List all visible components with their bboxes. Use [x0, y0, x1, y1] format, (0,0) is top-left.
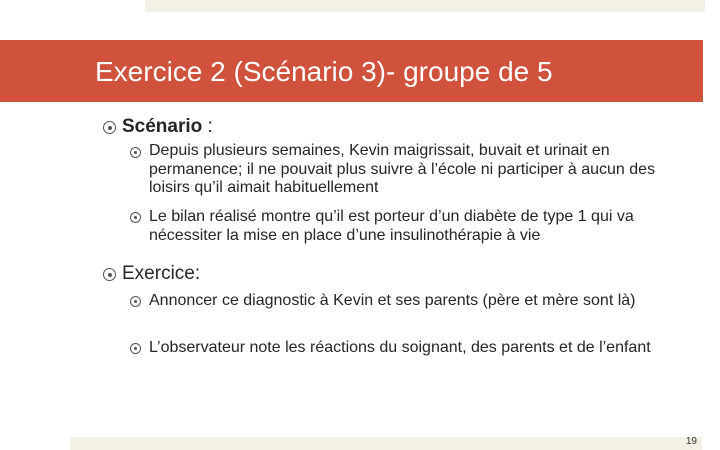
circle-dot-icon	[103, 121, 116, 134]
circle-dot-icon	[130, 343, 141, 354]
top-decorative-strip	[145, 0, 705, 12]
list-item: Depuis plusieurs semaines, Kevin maigrissait, buvait et urinait en permanence; il ne pouvait plus suivre à l’école ni participer à aucun des loisirs qu’il aimait habituellement	[149, 142, 656, 196]
section-heading-label: Exercice:	[122, 263, 201, 284]
circle-dot-icon	[130, 147, 141, 158]
circle-dot-icon	[103, 268, 116, 281]
circle-dot-icon	[130, 212, 141, 223]
bottom-decorative-strip	[70, 437, 702, 450]
list-item: L’observateur note les réactions du soignant, des parents et de l’enfant	[149, 339, 651, 356]
list-item: Annoncer ce diagnostic à Kevin et ses parents (père et mère sont là)	[149, 292, 636, 309]
list-item: Le bilan réalisé montre qu’il est porteur d’un diabète de type 1 qui va nécessiter la mise en place d’une insulinothérapie à vie	[149, 208, 634, 244]
circle-dot-icon	[130, 296, 141, 307]
slide-title: Exercice 2 (Scénario 3)- groupe de 5	[95, 56, 553, 87]
section-heading-scenario	[122, 116, 213, 138]
section-heading-suffix: :	[202, 116, 213, 137]
section-heading-label: Scénario	[122, 116, 203, 137]
section-heading-exercice	[122, 263, 200, 285]
page-number: 19	[685, 436, 697, 447]
